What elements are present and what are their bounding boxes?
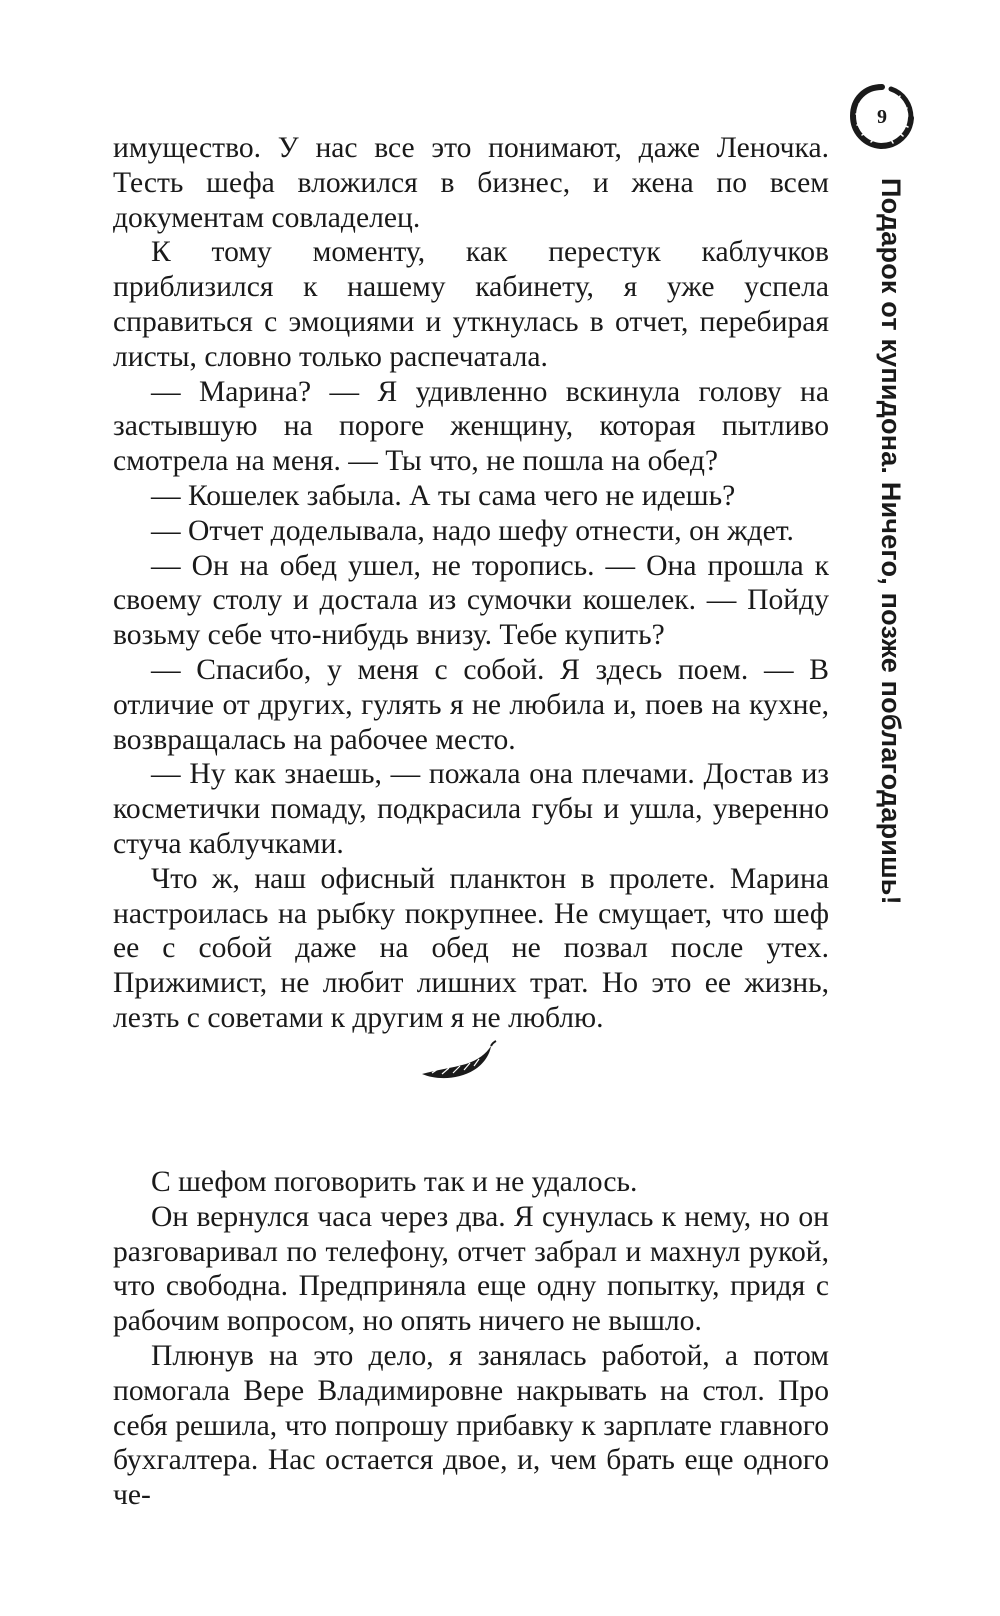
paragraph: имущество. У нас все это понимают, даже Леночка. Тесть шефа вложился в бизнес, и жена по всем документам совладелец.	[113, 132, 829, 234]
text-section-1	[113, 131, 829, 1036]
paragraph: — Он на обед ушел, не торопись. — Она прошла к своему столу и достала из сумочки кошелек. — Пойду возьму себе что-нибудь внизу. Тебе купить?	[113, 549, 829, 652]
paragraph: Что ж, наш офисный планктон в пролете. Марина настроилась на рыбку покрупнее. Не смущает, что шеф ее с собой даже на обед не позвал после утех. Прижимист, не любит лишних трат. Но это ее жизнь, лезть с советами к другим я не люблю.	[113, 862, 829, 1034]
paragraph: — Отчет доделывала, надо шефу отнести, он ждет.	[151, 514, 794, 547]
paragraph: С шефом поговорить так и не удалось.	[151, 1166, 638, 1198]
paragraph: — Марина? — Я удивленно вскинула голову на застывшую на пороге женщину, которая пытливо смотрела на меня. — Ты что, не пошла на обед?	[113, 375, 829, 478]
feather-icon	[418, 1040, 498, 1084]
text-section-2	[113, 1165, 829, 1513]
paragraph: — Ну как знаешь, — пожала она плечами. Достав из косметички помаду, подкрасила губы и ушла, уверенно стуча каблучками.	[113, 758, 829, 860]
page-number-badge	[847, 82, 917, 152]
paragraph: К тому моменту, как перестук каблучков приблизился к нашему кабинету, я уже успела справиться с эмоциями и уткнулась в отчет, перебирая листы, словно только распечатала.	[113, 236, 829, 373]
paragraph: — Кошелек забыла. А ты сама чего не идешь?	[151, 479, 736, 512]
paragraph: — Спасибо, у меня с собой. Я здесь поем. — В отличие от других, гулять я не любила и, поев на кухне, возвращалась на рабочее место.	[113, 653, 829, 756]
page-number: 9	[877, 105, 887, 128]
paragraph: Плюнув на это дело, я занялась работой, а потом помогала Вере Владимировне накрывать на стол. Про себя решила, что попрошу прибавку к зарплате главного бухгалтера. Нас остается двое, и, чем брать еще одного че-	[113, 1339, 829, 1512]
running-title: Подарок от купидона. Ничего, позже поблагодаришь!	[876, 178, 906, 905]
paragraph: Он вернулся часа через два. Я сунулась к нему, но он разговаривал по телефону, отчет забрал и махнул рукой, что свободна. Предприняла еще одну попытку, придя с рабочим вопросом, но опять ничего не вышло.	[113, 1200, 829, 1338]
